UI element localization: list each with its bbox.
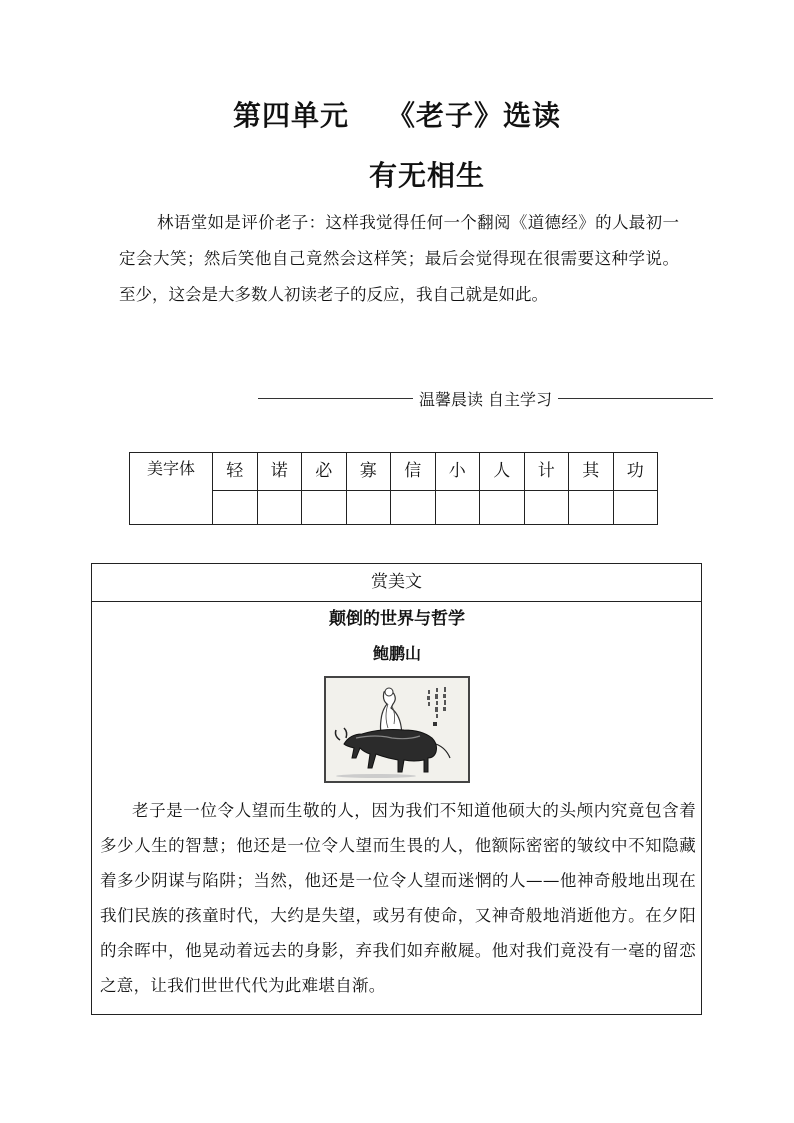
- divider-line-right: [558, 398, 713, 399]
- char-cell: 轻: [213, 453, 258, 491]
- reading-box-header: 赏美文: [92, 564, 701, 602]
- practice-cell[interactable]: [524, 491, 569, 525]
- article-author: 鲍鹏山: [372, 644, 421, 663]
- char-cell: 人: [480, 453, 525, 491]
- char-cell: 诺: [257, 453, 302, 491]
- char-cell: 信: [391, 453, 436, 491]
- article-title: 颠倒的世界与哲学: [329, 609, 465, 629]
- laozi-ox-painting: [324, 676, 470, 783]
- calligraphy-practice-table: [129, 452, 658, 525]
- practice-cell[interactable]: [213, 491, 258, 525]
- painting-illustration: [326, 678, 468, 781]
- practice-cell[interactable]: [480, 491, 525, 525]
- unit-title: [0, 94, 794, 134]
- char-cell: 小: [435, 453, 480, 491]
- char-cell: 功: [613, 453, 658, 491]
- practice-cell[interactable]: [302, 491, 347, 525]
- practice-cell[interactable]: [569, 491, 614, 525]
- section-divider: [258, 384, 713, 412]
- article-body: 老子是一位令人望而生敬的人，因为我们不知道他硕大的头颅内究竟包含着多少人生的智慧；他还是一位令人望而生畏的人，他额际密密的皱纹中不知隐藏着多少阴谋与陷阱；当然，他还是一位令人望而迷惘的人——他神奇般地出现在我们民族的孩童时代，大约是失望，或另有使命，又神奇般地消逝他方。在夕阳的余晖中，他晃动着远去的身影，弃我们如弃敝屣。他对我们竟没有一毫的留恋之意，让我们世世代代为此难堪自渐。: [100, 801, 696, 995]
- unit-number: 第四单元: [232, 99, 349, 132]
- practice-cell[interactable]: [613, 491, 658, 525]
- char-cell: 计: [524, 453, 569, 491]
- table-head-cell: 美字体: [130, 453, 213, 525]
- practice-cell[interactable]: [391, 491, 436, 525]
- char-cell: 其: [569, 453, 614, 491]
- practice-cell[interactable]: [435, 491, 480, 525]
- intro-paragraph: 林语堂如是评价老子：这样我觉得任何一个翻阅《道德经》的人最初一定会大笑；然后笑他自己竟然会这样笑；最后会觉得现在很需要这种学说。至少，这会是大多数人初读老子的反应，我自己就是如此。: [119, 213, 679, 304]
- practice-cell[interactable]: [257, 491, 302, 525]
- divider-line-left: [258, 398, 413, 399]
- char-cell: 必: [302, 453, 347, 491]
- section-label: 温馨晨读 自主学习: [418, 389, 553, 409]
- char-cell: 寡: [346, 453, 391, 491]
- lesson-title: 有无相生: [368, 159, 485, 192]
- book-title: 《老子》选读: [387, 99, 562, 132]
- practice-cell[interactable]: [346, 491, 391, 525]
